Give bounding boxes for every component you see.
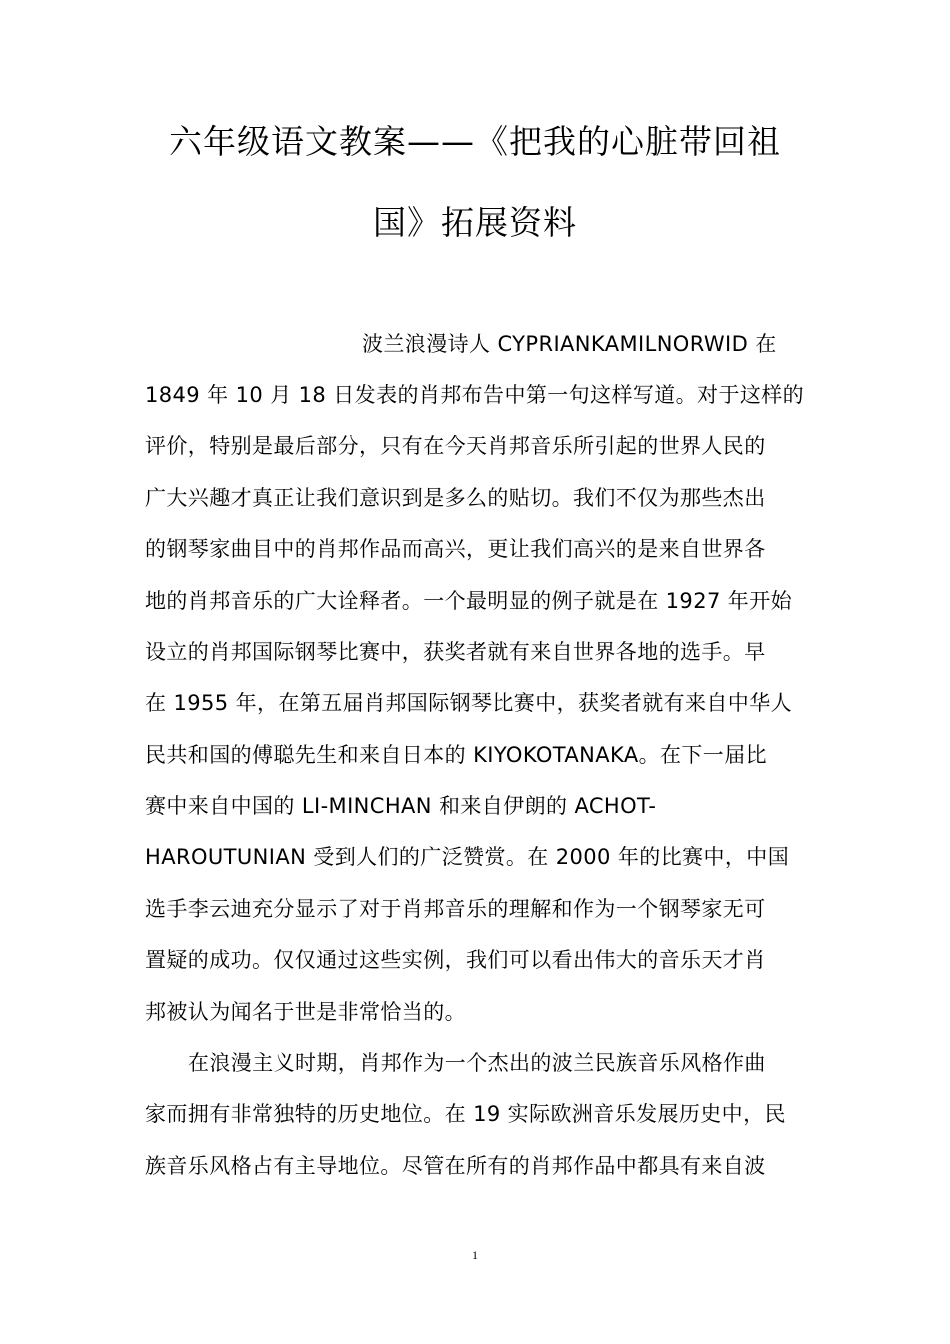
body-line-8: 在 1955 年，在第五届肖邦国际钢琴比赛中，获奖者就有来自中华人: [145, 691, 792, 715]
body-line-13: 置疑的成功。仅仅通过这些实例，我们可以看出伟大的音乐天才肖: [145, 948, 766, 972]
body-line-7: 设立的肖邦国际钢琴比赛中，获奖者就有来自世界各地的选手。早: [145, 640, 766, 664]
body-line-17: 族音乐风格占有主导地位。尽管在所有的肖邦作品中都具有来自波: [145, 1154, 766, 1178]
document-title-line-1: 六年级语文教案——《把我的心脏带回祖: [169, 122, 781, 161]
body-line-12: 选手李云迪充分显示了对于肖邦音乐的理解和作为一个钢琴家无可: [145, 897, 766, 921]
body-line-5: 的钢琴家曲目中的肖邦作品而高兴，更让我们高兴的是来自世界各: [145, 537, 766, 561]
document-title-line-2: 国》拓展资料: [373, 203, 577, 242]
body-line-4: 广大兴趣才真正让我们意识到是多么的贴切。我们不仅为那些杰出: [145, 486, 766, 510]
body-line-6: 地的肖邦音乐的广大诠释者。一个最明显的例子就是在 1927 年开始: [145, 589, 792, 613]
body-line-3: 评价，特别是最后部分，只有在今天肖邦音乐所引起的世界人民的: [145, 434, 766, 458]
body-line-16: 家而拥有非常独特的历史地位。在 19 实际欧洲音乐发展历史中，民: [145, 1102, 786, 1126]
page-number: 1: [472, 1248, 478, 1262]
body-line-2: 1849 年 10 月 18 日发表的肖邦布告中第一句这样写道。对于这样的: [145, 383, 805, 407]
body-line-11: HAROUTUNIAN 受到人们的广泛赞赏。在 2000 年的比赛中，中国: [145, 845, 790, 869]
body-line-9: 民共和国的傅聪先生和来自日本的 KIYOKOTANAKA。在下一届比: [145, 743, 768, 767]
body-line-1: 波兰浪漫诗人 CYPRIANKAMILNORWID 在: [362, 332, 777, 356]
body-line-15: 在浪漫主义时期，肖邦作为一个杰出的波兰民族音乐风格作曲: [188, 1051, 766, 1075]
body-line-10: 赛中来自中国的 LI-MINCHAN 和来自伊朗的 ACHOT-: [145, 794, 657, 818]
body-line-14: 邦被认为闻名于世是非常恰当的。: [145, 1000, 466, 1024]
